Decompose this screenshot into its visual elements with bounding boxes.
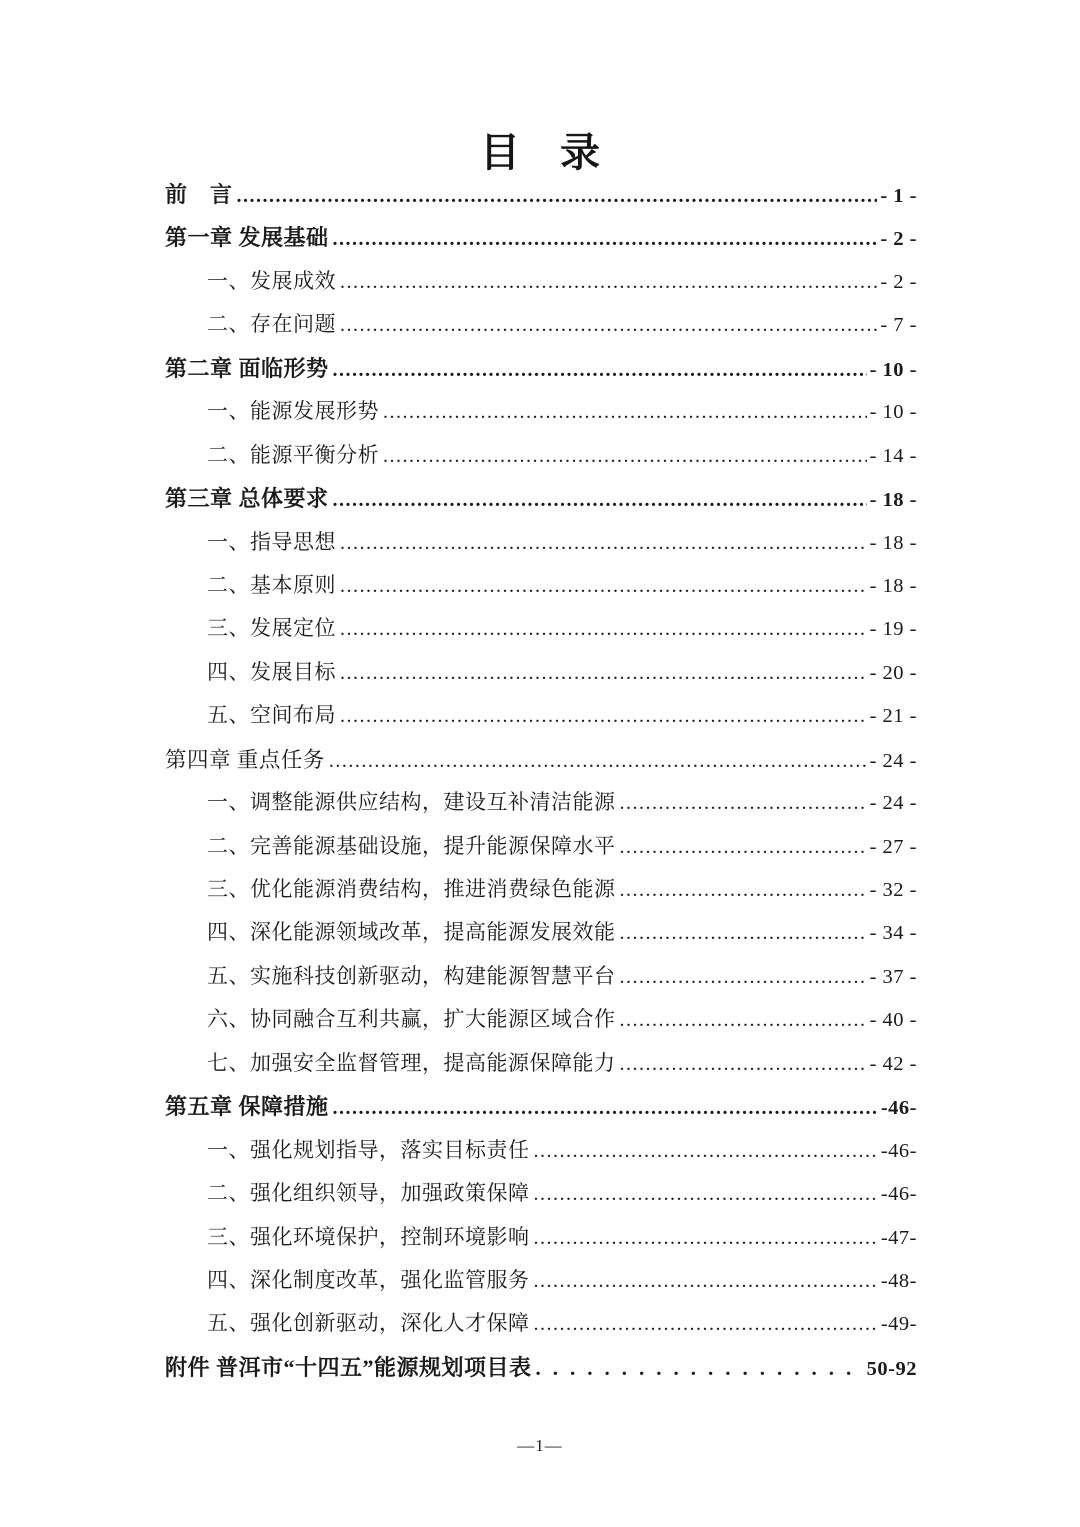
toc-entry[interactable]	[165, 1090, 917, 1133]
toc-entry[interactable]	[165, 395, 917, 438]
toc-leader-dots	[340, 312, 877, 337]
toc-entry-label: 四、深化制度改革，强化监管服务	[207, 1267, 530, 1292]
toc-entry-label: 六、协同融合互利共赢，扩大能源区域合作	[207, 1007, 616, 1032]
toc-entry[interactable]	[165, 1003, 917, 1046]
toc-leader-dots	[534, 1268, 878, 1293]
toc-entry[interactable]	[165, 439, 917, 482]
toc-entry-label: 一、指导思想	[207, 529, 336, 554]
toc-leader-dots	[534, 1311, 878, 1336]
toc-entry-label: 一、能源发展形势	[207, 399, 379, 424]
toc-entry-label: 五、强化创新驱动，深化人才保障	[207, 1311, 530, 1336]
toc-entry-page: -46-	[880, 1139, 917, 1162]
toc-entry[interactable]	[165, 1264, 917, 1307]
toc-entry[interactable]	[165, 178, 917, 221]
toc-entry[interactable]	[165, 308, 917, 351]
toc-entry-page: - 2 -	[880, 228, 917, 251]
toc-list	[165, 178, 917, 1394]
toc-entry-label: 四、发展目标	[207, 659, 336, 684]
toc-entry-page: - 24 -	[869, 749, 917, 772]
toc-entry[interactable]	[165, 699, 917, 742]
toc-entry-page: -49-	[880, 1313, 917, 1336]
toc-entry-page: - 10 -	[869, 401, 917, 424]
toc-entry[interactable]	[165, 569, 917, 612]
toc-entry[interactable]	[165, 916, 917, 959]
toc-leader-dots	[536, 1355, 864, 1381]
toc-entry-label: 第三章 总体要求	[165, 486, 329, 512]
toc-entry[interactable]	[165, 265, 917, 308]
toc-entry[interactable]	[165, 482, 917, 525]
toc-entry-page: - 34 -	[869, 922, 917, 945]
toc-entry[interactable]	[165, 221, 917, 264]
toc-leader-dots	[340, 616, 867, 641]
toc-entry-label: 第四章 重点任务	[165, 747, 325, 772]
toc-entry[interactable]	[165, 786, 917, 829]
toc-entry-page: - 2 -	[880, 270, 917, 293]
toc-entry[interactable]	[165, 1221, 917, 1264]
toc-leader-dots	[620, 920, 867, 945]
toc-entry-page: -47-	[880, 1226, 917, 1249]
toc-entry[interactable]	[165, 1307, 917, 1350]
toc-entry-page: - 32 -	[869, 879, 917, 901]
toc-entry-page: - 42 -	[869, 1052, 917, 1075]
toc-entry-page: - 20 -	[869, 661, 917, 684]
toc-entry-page: - 7 -	[880, 314, 917, 337]
toc-leader-dots	[620, 1051, 867, 1076]
toc-leader-dots	[340, 660, 867, 685]
toc-entry[interactable]	[165, 352, 917, 395]
toc-leader-dots	[333, 225, 878, 251]
toc-leader-dots	[383, 399, 867, 424]
toc-entry-page: - 18 -	[869, 531, 917, 554]
toc-entry[interactable]	[165, 1047, 917, 1090]
toc-entry-page: - 40 -	[869, 1009, 917, 1032]
toc-entry-label: 第二章 面临形势	[165, 355, 329, 381]
toc-entry-page: - 1 -	[880, 185, 917, 207]
toc-leader-dots	[340, 573, 867, 598]
toc-leader-dots	[620, 1007, 867, 1032]
toc-entry-page: - 10 -	[869, 358, 917, 381]
page-number-footer: —1—	[517, 1436, 563, 1455]
toc-entry-page: - 14 -	[869, 444, 917, 467]
toc-entry[interactable]	[165, 612, 917, 655]
toc-entry-label: 第一章 发展基础	[165, 225, 329, 251]
page-title: 目 录	[480, 130, 600, 175]
toc-leader-dots	[340, 269, 877, 294]
toc-leader-dots	[620, 964, 867, 989]
toc-entry-label: 七、加强安全监督管理，提高能源保障能力	[207, 1050, 616, 1075]
toc-leader-dots	[333, 486, 867, 512]
toc-entry-label: 五、空间布局	[207, 703, 336, 728]
toc-leader-dots	[620, 790, 867, 815]
toc-entry-label: 五、实施科技创新驱动，构建能源智慧平台	[207, 963, 616, 988]
toc-entry-label: 二、完善能源基础设施，提升能源保障水平	[207, 833, 616, 858]
toc-leader-dots	[534, 1225, 878, 1250]
toc-entry-label: 二、能源平衡分析	[207, 442, 379, 467]
toc-entry-page: - 19 -	[869, 618, 917, 641]
toc-leader-dots	[534, 1181, 878, 1206]
toc-entry[interactable]	[165, 1134, 917, 1177]
toc-entry-label: 三、优化能源消费结构，推进消费绿色能源	[207, 877, 616, 901]
toc-leader-dots	[333, 1094, 878, 1120]
toc-entry[interactable]	[165, 960, 917, 1003]
toc-entry-label: 前 言	[165, 182, 233, 207]
toc-leader-dots	[333, 356, 867, 382]
toc-entry-page: 50-92	[866, 1357, 917, 1380]
toc-entry-page: - 18 -	[869, 489, 917, 512]
toc-entry-page: - 37 -	[869, 965, 917, 988]
toc-leader-dots	[534, 1138, 878, 1163]
toc-entry[interactable]	[165, 656, 917, 699]
toc-entry-page: - 24 -	[869, 792, 917, 815]
toc-entry-label: 二、强化组织领导，加强政策保障	[207, 1181, 530, 1206]
toc-entry-label: 四、深化能源领域改革，提高能源发展效能	[207, 920, 616, 945]
toc-entry-label: 一、发展成效	[207, 268, 336, 293]
toc-entry-page: - 18 -	[869, 574, 917, 597]
toc-entry-page: -48-	[880, 1269, 917, 1292]
toc-entry-page: - 21 -	[869, 705, 917, 728]
toc-entry[interactable]	[165, 1177, 917, 1220]
toc-entry-page: -46-	[880, 1183, 917, 1206]
toc-entry-label: 三、强化环境保护，控制环境影响	[207, 1224, 530, 1249]
toc-leader-dots	[620, 877, 867, 902]
toc-entry-page: - 27 -	[869, 835, 917, 858]
toc-leader-dots	[329, 748, 867, 773]
toc-entry[interactable]	[165, 873, 917, 916]
toc-entry[interactable]	[165, 1351, 917, 1394]
toc-entry[interactable]	[165, 743, 917, 786]
toc-entry-label: 第五章 保障措施	[165, 1094, 329, 1120]
toc-entry[interactable]	[165, 830, 917, 873]
toc-leader-dots	[383, 443, 867, 468]
toc-entry-label: 一、强化规划指导，落实目标责任	[207, 1137, 530, 1162]
toc-leader-dots	[237, 182, 878, 208]
toc-entry-label: 三、发展定位	[207, 616, 336, 641]
toc-entry-page: -46-	[880, 1097, 917, 1120]
toc-entry-label: 二、基本原则	[207, 572, 336, 597]
toc-leader-dots	[340, 530, 867, 555]
toc-entry-label: 附件 普洱市“十四五”能源规划项目表	[165, 1354, 532, 1380]
toc-entry-label: 一、调整能源供应结构，建设互补清洁能源	[207, 790, 616, 815]
toc-leader-dots	[620, 834, 867, 859]
toc-entry[interactable]	[165, 526, 917, 569]
toc-leader-dots	[340, 703, 867, 728]
toc-entry-label: 二、存在问题	[207, 312, 336, 337]
